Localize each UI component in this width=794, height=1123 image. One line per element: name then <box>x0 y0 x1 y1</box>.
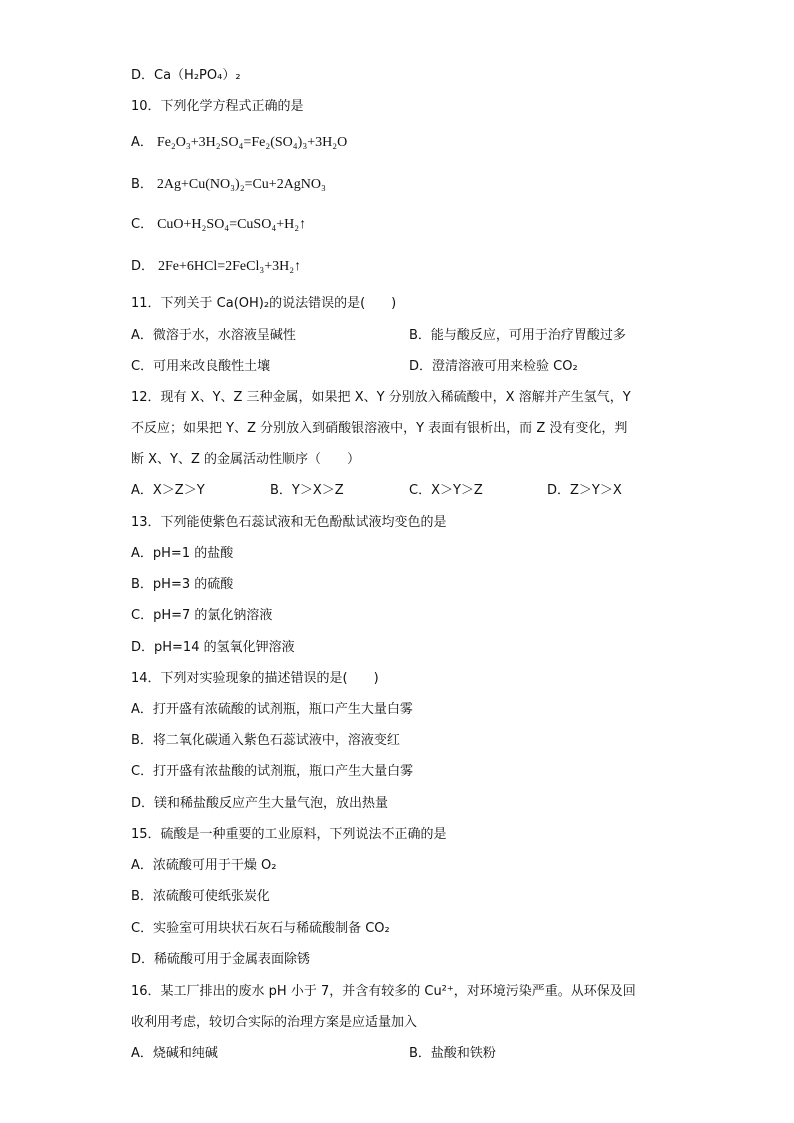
q13-option-a: A．pH=1 的盐酸 <box>131 546 234 561</box>
option-label: C． <box>131 217 154 232</box>
q14-option-d: D．镁和稀盐酸反应产生大量气泡，放出热量 <box>131 796 389 811</box>
q11-option-c: C．可用来改良酸性土壤 <box>131 359 271 374</box>
q10-stem: 10．下列化学方程式正确的是 <box>131 99 304 114</box>
q16-option-b: B．盐酸和铁粉 <box>409 1046 496 1061</box>
q9-option-d: D．Ca（H₂PO₄）₂ <box>131 68 241 83</box>
q12-stem-line2: 不反应；如果把 Y、Z 分别放入到硝酸银溶液中，Y 表面有银析出，而 Z 没有变化，判 <box>131 421 628 436</box>
q15-option-c: C．实验室可用块状石灰石与稀硫酸制备 CO₂ <box>131 921 390 936</box>
q14-stem: 14．下列对实验现象的描述错误的是( ) <box>131 671 379 686</box>
q12-option-a: A．X＞Z＞Y <box>131 483 205 498</box>
option-label: B． <box>131 177 153 192</box>
q15-stem: 15．硫酸是一种重要的工业原料，下列说法不正确的是 <box>131 827 447 842</box>
q12-stem-line1: 12．现有 X、Y、Z 三种金属，如果把 X、Y 分别放入稀硫酸中，X 溶解并产生氢气，Y <box>131 390 631 405</box>
equation: Fe₂O₃+3H₂SO₄=Fe₂(SO₄)₃+3H₂O <box>156 135 348 150</box>
q11-option-a: A．微溶于水，水溶液呈碱性 <box>131 328 296 343</box>
equation: CuO+H₂SO₄=CuSO₄+H₂↑ <box>157 217 307 232</box>
q12-option-b: B．Y＞X＞Z <box>270 483 344 498</box>
q13-stem: 13．下列能使紫色石蕊试液和无色酚酞试液均变色的是 <box>131 515 447 530</box>
q10-option-b <box>131 176 326 194</box>
q16-option-a: A．烧碱和纯碱 <box>131 1046 218 1061</box>
q10-option-a <box>131 134 347 152</box>
q13-option-d: D．pH=14 的氢氧化钾溶液 <box>131 640 295 655</box>
q12-stem-line3: 断 X、Y、Z 的金属活动性顺序（ ） <box>131 452 361 467</box>
q14-option-a: A．打开盛有浓硫酸的试剂瓶，瓶口产生大量白雾 <box>131 702 413 717</box>
q16-stem-line2: 收利用考虑，较切合实际的治理方案是应适量加入 <box>131 1015 418 1030</box>
q14-option-b: B．将二氧化碳通入紫色石蕊试液中，溶液变红 <box>131 733 400 748</box>
q15-option-a: A．浓硫酸可用于干燥 O₂ <box>131 858 277 873</box>
q13-option-b: B．pH=3 的硫酸 <box>131 577 234 592</box>
q12-option-d: D．Z＞Y＞X <box>547 483 622 498</box>
q14-option-c: C．打开盛有浓盐酸的试剂瓶，瓶口产生大量白雾 <box>131 764 414 779</box>
q11-option-b: B．能与酸反应，可用于治疗胃酸过多 <box>409 328 626 343</box>
q16-stem-line1: 16．某工厂排出的废水 pH 小于 7，并含有较多的 Cu²⁺，对环境污染严重。从环保及回 <box>131 984 636 999</box>
q15-option-b: B．浓硫酸可使纸张炭化 <box>131 889 270 904</box>
q11-option-d: D．澄清溶液可用来检验 CO₂ <box>409 359 578 374</box>
q15-option-d: D．稀硫酸可用于金属表面除锈 <box>131 952 311 967</box>
option-label: D． <box>131 259 155 274</box>
equation: 2Fe+6HCl=2FeCl₃+3H₂↑ <box>158 259 302 274</box>
q13-option-c: C．pH=7 的氯化钠溶液 <box>131 608 273 623</box>
q10-option-d <box>131 258 301 276</box>
q10-option-c <box>131 216 306 234</box>
equation: 2Ag+Cu(NO₃)₂=Cu+2AgNO₃ <box>156 177 326 192</box>
q11-stem: 11．下列关于 Ca(OH)₂的说法错误的是( ) <box>131 296 397 311</box>
q12-option-c: C．X＞Y＞Z <box>409 483 483 498</box>
option-label: A． <box>131 135 153 150</box>
